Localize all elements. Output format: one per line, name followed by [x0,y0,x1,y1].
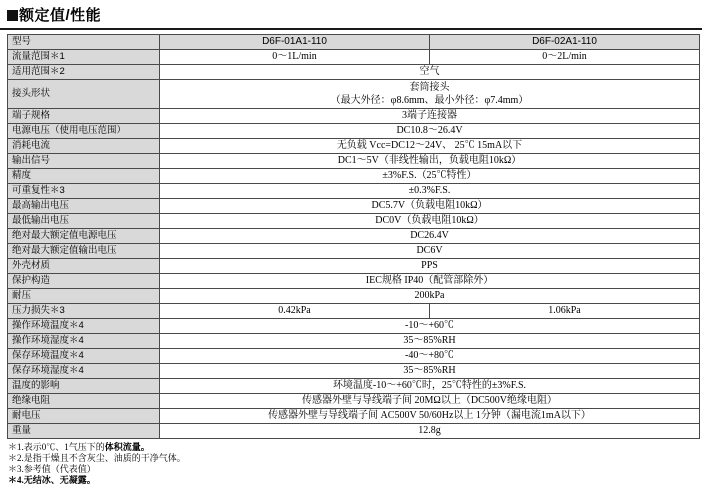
spec-value: 1.06kPa [430,304,700,319]
spec-label: 压力损失＊3 [8,304,160,319]
header-model-1: D6F-01A1-110 [160,35,430,50]
table-row [8,319,700,334]
section-title [0,0,702,30]
footnote-4-bold-text: ＊4.无结冰、无凝露。 [8,475,96,485]
spec-label: 适用范围＊2 [8,65,160,80]
footnote-2-text: ＊2.是指干燥且不含灰尘、油质的干净气体。 [8,453,186,463]
spec-label: 端子规格 [8,109,160,124]
footnote-2 [8,453,702,464]
table-row [8,214,700,229]
spec-label: 耐压 [8,289,160,304]
spec-value: 空气 [160,65,700,80]
table-row [8,229,700,244]
spec-value: 200kPa [160,289,700,304]
section-title-text: 额定值/性能 [19,7,102,24]
spec-label: 绝缘电阻 [8,394,160,409]
spec-value: 传感器外壁与导线端子间 AC500V 50/60Hz以上 1分钟（漏电流1mA以下） [160,409,700,424]
table-header-row [8,35,700,50]
spec-label: 绝对最大额定值输出电压 [8,244,160,259]
spec-label: 最低输出电压 [8,214,160,229]
spec-value: DC26.4V [160,229,700,244]
spec-label: 消耗电流 [8,139,160,154]
spec-label: 外壳材质 [8,259,160,274]
spec-value: 传感器外壁与导线端子间 20MΩ以上（DC500V绝缘电阻） [160,394,700,409]
spec-value: PPS [160,259,700,274]
spec-table [7,34,700,439]
table-row [8,169,700,184]
spec-value: DC0V（负载电阻10kΩ） [160,214,700,229]
spec-value: 0～1L/min [160,50,430,65]
spec-label: 精度 [8,169,160,184]
spec-label: 可重复性＊3 [8,184,160,199]
footnote-3 [8,464,702,475]
spec-label: 保存环境温度＊4 [8,349,160,364]
table-row [8,334,700,349]
spec-value: 0～2L/min [430,50,700,65]
table-row [8,154,700,169]
spec-label: 重量 [8,424,160,439]
spec-value-line-1: 套筒接头 [409,82,450,93]
footnote-1 [8,442,702,453]
spec-value: -40～+80℃ [160,349,700,364]
footnote-3-text: ＊3.参考值（代表值） [8,464,96,474]
spec-label: 保存环境湿度＊4 [8,364,160,379]
spec-value: DC6V [160,244,700,259]
table-row [8,65,700,80]
spec-value: 12.8g [160,424,700,439]
footnote-4 [8,475,702,486]
footnotes [8,442,702,486]
table-row [8,289,700,304]
spec-value: 35～85%RH [160,334,700,349]
table-row [8,394,700,409]
spec-label: 最高输出电压 [8,199,160,214]
spec-value: DC5.7V（负载电阻10kΩ） [160,199,700,214]
table-row [8,304,700,319]
spec-value: ±0.3%F.S. [160,184,700,199]
spec-label: 接头形状 [8,80,160,109]
table-row [8,409,700,424]
spec-value: 无负载 Vcc=DC12～24V、 25℃ 15mA以下 [160,139,700,154]
header-model-label: 型号 [8,35,160,50]
table-row [8,244,700,259]
spec-value: -10～+60℃ [160,319,700,334]
spec-value: 环境温度-10～+60℃时，25℃特性的±3%F.S. [160,379,700,394]
table-row [8,199,700,214]
spec-value: 0.42kPa [160,304,430,319]
table-row [8,80,700,109]
footnote-1-text: ＊1.表示0℃、1气压下的 [8,442,105,452]
spec-value: DC10.8～26.4V [160,124,700,139]
spec-label: 操作环境温度＊4 [8,319,160,334]
black-square-icon [7,10,18,21]
table-row [8,139,700,154]
spec-label: 电源电压（使用电压范围） [8,124,160,139]
spec-label: 流量范围＊1 [8,50,160,65]
table-row [8,379,700,394]
table-row [8,184,700,199]
table-row [8,274,700,289]
spec-label: 保护构造 [8,274,160,289]
table-row [8,349,700,364]
spec-value-line-2: （最大外径：φ8.6mm、最小外径：φ7.4mm） [330,95,529,106]
spec-value: 3端子连接器 [160,109,700,124]
spec-label: 绝对最大额定值电源电压 [8,229,160,244]
spec-value: 35～85%RH [160,364,700,379]
spec-value: IEC规格 IP40（配管部除外） [160,274,700,289]
footnote-1-bold-text: 体积流量。 [104,442,150,452]
table-row [8,109,700,124]
spec-label: 操作环境湿度＊4 [8,334,160,349]
table-row [8,50,700,65]
spec-label: 耐电压 [8,409,160,424]
spec-value: DC1～5V（非线性输出，负载电阻10kΩ） [160,154,700,169]
spec-label: 温度的影响 [8,379,160,394]
table-row [8,364,700,379]
spec-value: ±3%F.S.（25℃特性） [160,169,700,184]
table-row [8,424,700,439]
table-row [8,259,700,274]
header-model-2: D6F-02A1-110 [430,35,700,50]
table-row [8,124,700,139]
spec-label: 输出信号 [8,154,160,169]
spec-value [160,80,700,109]
